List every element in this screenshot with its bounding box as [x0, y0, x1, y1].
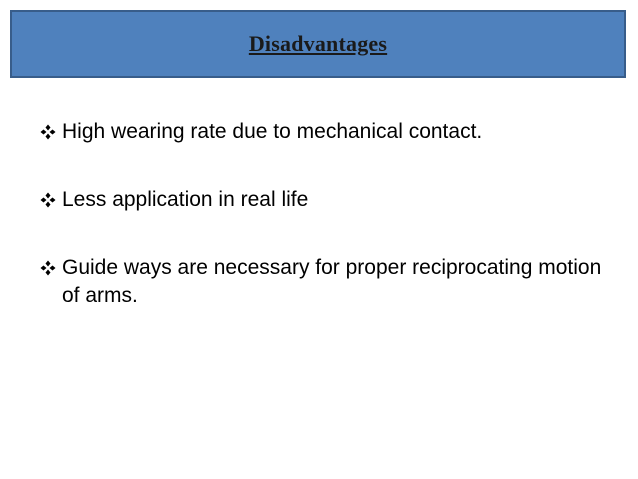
four-diamond-bullet-icon: [40, 118, 60, 146]
bullet-text: Guide ways are necessary for proper reciprocating motion of arms.: [62, 256, 602, 307]
bullet-item: [40, 118, 620, 146]
bullet-item: [40, 254, 620, 310]
bullet-item: [40, 186, 620, 214]
slide-title: Disadvantages: [248, 31, 388, 56]
bullet-text: Less application in real life: [62, 188, 309, 211]
title-bar: [10, 10, 626, 78]
four-diamond-bullet-icon: [40, 186, 60, 214]
bullet-text: High wearing rate due to mechanical contact.: [62, 120, 483, 143]
four-diamond-bullet-icon: [40, 254, 60, 282]
bullet-list: [40, 118, 620, 350]
